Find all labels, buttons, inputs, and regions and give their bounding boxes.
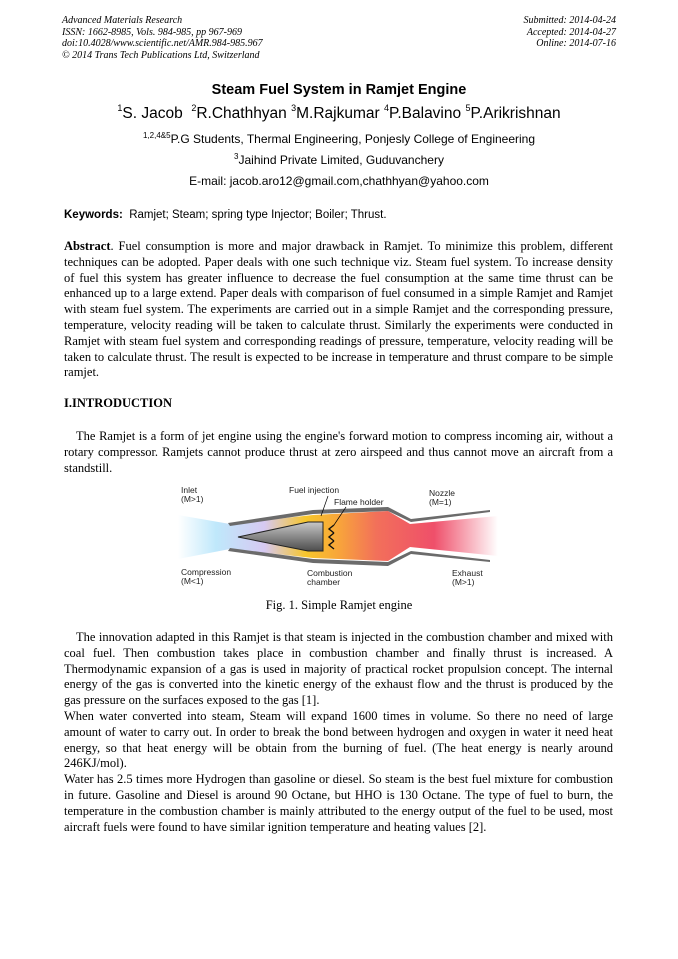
author-4-sup: 4 — [384, 103, 390, 113]
author-1: S. Jacob — [122, 105, 183, 123]
paper-title: Steam Fuel System in Ramjet Engine — [211, 82, 467, 98]
label-nozzle: Nozzle — [429, 488, 455, 498]
label-fuel-injection: Fuel injection — [289, 485, 340, 495]
journal-name: Advanced Materials Research — [62, 15, 183, 26]
affiliation-1-text: P.G Students, Thermal Engineering, Ponjesly College of Engineering — [170, 132, 536, 146]
author-email: E-mail: jacob.aro12@gmail.com,chathhyan@yahoo.com — [189, 174, 489, 188]
body-text — [64, 630, 613, 835]
online-date: Online: 2014-07-16 — [536, 38, 616, 49]
label-exhaust-mach: (M>1) — [452, 577, 475, 587]
body-paragraph-1: The innovation adapted in this Ramjet is that steam is injected in the combustion chamber and mixed with coal fuel. Then combustion takes place in combustion chamber and finally thrust is increased. A Thermodynamic expansion of a gas is used in majority of practical rocket propulsion concept. The internal energy of the gas is converted into the kinetic energy of the exhaust flow and the thrust is produced by the gas pressure on the surfaces exposed to the gas [1]. — [64, 630, 613, 708]
author-list — [0, 104, 678, 123]
affiliation-2-sup: 3 — [234, 152, 239, 161]
keywords — [64, 209, 387, 221]
author-5-sup: 5 — [465, 103, 471, 113]
section-heading: I.INTRODUCTION — [64, 396, 173, 410]
journal-info — [62, 15, 263, 61]
label-compression-mach: (M<1) — [181, 576, 204, 586]
affiliation-2 — [0, 152, 678, 167]
ramjet-diagram — [178, 483, 498, 591]
journal-issn: ISSN: 1662-8985, Vols. 984-985, pp 967-969 — [62, 26, 242, 38]
affiliation-2-text: Jaihind Private Limited, Guduvanchery — [238, 153, 444, 167]
label-exhaust: Exhaust — [452, 568, 483, 578]
body-paragraph-3: Water has 2.5 times more Hydrogen than gasoline or diesel. So steam is the best fuel mixture for combustion in future. Gasoline and Diesel is around 90 Octane, but HHO is 130 Octane. The type of fuel to burn, the temperature in the combustion chamber is mainly attributed to the energy output of the fuel to be used, most aircraft fuels were found to have similar ignition temperature and heating values [2]. — [64, 772, 613, 834]
journal-copyright: © 2014 Trans Tech Publications Ltd, Switzerland — [62, 49, 260, 61]
author-2-sup: 2 — [191, 103, 197, 113]
label-nozzle-mach: (M=1) — [429, 497, 452, 507]
label-flame-holder: Flame holder — [334, 497, 384, 507]
keywords-label: Keywords: — [64, 209, 123, 221]
abstract-text: . Fuel consumption is more and major drawback in Ramjet. To minimize this problem, different techniques can be adopted. Paper deals with one such technique viz. Steam fuel system. To increase density of fuel this system has greater influence to decrease the fuel consumption at the same time thrust can be enhanced up to a large extend. Paper deals with comparison of fuel consumed in a simple Ramjet and Ramjet with steam fuel system. The experiments are carried out in a simple Ramjet and the corresponding pressure, temperature, velocity reading will be taken to calculate thrust. Similarly the experiments were conducted in Ramjet with steam fuel system and corresponding readings of pressure, temperature, velocity reading will be taken to calculate thrust. The result is expected to be increase in temperature and thrust compare to be simple ramjet. — [64, 239, 613, 380]
abstract — [64, 239, 613, 381]
body-paragraph-2: When water converted into steam, Steam will expand 1600 times in volume. So there no need of large amount of water to carry out. In order to break the bond between hydrogen and oxygen in water it need heat energy, so that heat energy will be obtain from the burning of fuel. (The heat energy is nearly around 246KJ/mol). — [64, 708, 613, 771]
author-4: P.Balavino — [389, 105, 462, 123]
label-compression: Compression — [181, 567, 232, 577]
label-inlet-mach: (M>1) — [181, 494, 204, 504]
label-inlet: Inlet — [181, 485, 198, 495]
figure-caption: Fig. 1. Simple Ramjet engine — [265, 598, 413, 612]
label-combustion: Combustion — [307, 568, 353, 578]
author-1-sup: 1 — [117, 103, 123, 113]
author-3-sup: 3 — [291, 103, 297, 113]
label-chamber: chamber — [307, 577, 341, 587]
journal-doi: doi:10.4028/www.scientific.net/AMR.984-985.967 — [62, 38, 263, 49]
author-3: M.Rajkumar — [296, 105, 380, 123]
abstract-label: Abstract — [64, 239, 111, 253]
submission-dates — [524, 15, 617, 50]
author-2: R.Chathhyan — [196, 105, 287, 123]
affiliation-1 — [0, 131, 678, 146]
intro-paragraph — [64, 429, 613, 476]
accepted-date: Accepted: 2014-04-27 — [526, 26, 616, 38]
intro-text: The Ramjet is a form of jet engine using the engine's forward motion to compress incoming air, without a rotary compressor. Ramjets cannot produce thrust at zero airspeed and thus cannot move an aircraft from a standstill. — [64, 429, 613, 475]
affiliation-1-sup: 1,2,4&5 — [142, 131, 171, 140]
submitted-date: Submitted: 2014-04-24 — [523, 15, 616, 26]
author-5: P.Arikrishnan — [470, 105, 561, 123]
keywords-text: Ramjet; Steam; spring type Injector; Boiler; Thrust. — [129, 209, 387, 221]
